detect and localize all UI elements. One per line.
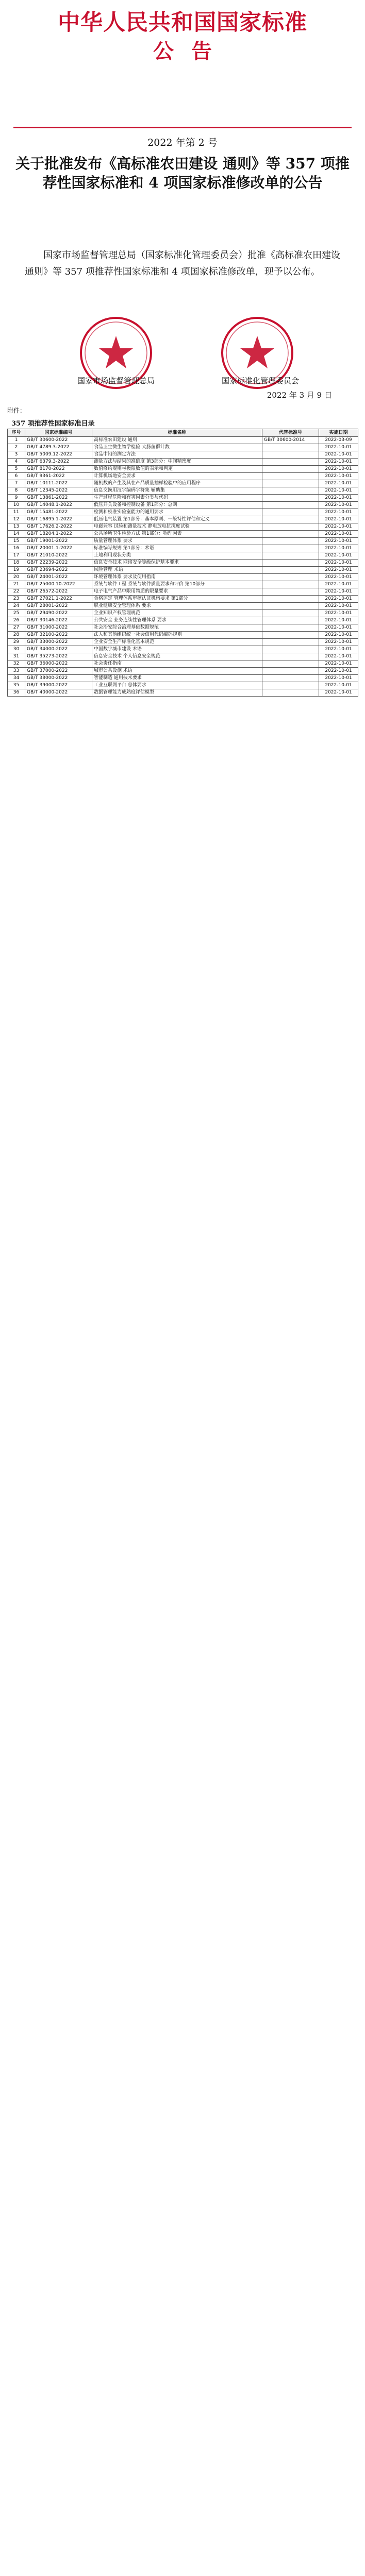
table-cell: 企业安全生产标准化基本规范 — [92, 639, 262, 646]
attachment-caption: 附件： — [7, 407, 26, 414]
table-row — [8, 531, 358, 538]
table-cell — [262, 610, 319, 617]
table-cell: 1 — [8, 437, 25, 444]
table-cell: 2022-10-01 — [319, 545, 358, 552]
table-cell: GB/T 31000-2022 — [25, 624, 92, 632]
table-cell: GB/T 28001-2022 — [25, 603, 92, 610]
table-cell — [262, 451, 319, 459]
table-cell: 2022-10-01 — [319, 502, 358, 509]
table-cell: 生产过程危险和有害因素分类与代码 — [92, 495, 262, 502]
table-cell — [262, 603, 319, 610]
table-cell — [262, 487, 319, 495]
table-cell: GB/T 29490-2022 — [25, 610, 92, 617]
table-cell: GB/T 35273-2022 — [25, 653, 92, 660]
column-header: 代替标准号 — [262, 429, 319, 437]
table-cell: 2022-10-01 — [319, 466, 358, 473]
table-cell: 土地利用现状分类 — [92, 552, 262, 560]
table-cell — [262, 617, 319, 624]
table-row — [8, 552, 358, 560]
issue-number: 2022 年第 2 号 — [147, 137, 218, 148]
table-cell: 2022-10-01 — [319, 639, 358, 646]
table-cell — [262, 473, 319, 480]
table-cell: 2022-10-01 — [319, 567, 358, 574]
table-cell: 2022-10-01 — [319, 495, 358, 502]
table-row — [8, 668, 358, 675]
table-cell: 2022-10-01 — [319, 646, 358, 653]
table-row — [8, 567, 358, 574]
table-cell — [262, 574, 319, 581]
table-cell — [262, 531, 319, 538]
table-cell: 2022-10-01 — [319, 588, 358, 596]
table-cell: 社会责任指南 — [92, 660, 262, 668]
table-cell: 11 — [8, 509, 25, 516]
column-header: 实施日期 — [319, 429, 358, 437]
table-cell: 企业知识产权管理规范 — [92, 610, 262, 617]
table-cell — [262, 516, 319, 523]
column-header: 国家标准编号 — [25, 429, 92, 437]
table-row — [8, 689, 358, 697]
table-cell: 21 — [8, 581, 25, 588]
table-cell: 5 — [8, 466, 25, 473]
table-cell: GB/T 5009.12-2022 — [25, 451, 92, 459]
table-cell: 2022-10-01 — [319, 610, 358, 617]
standards-table — [7, 429, 358, 697]
table-cell: 低压开关设备和控制设备 第1部分：总则 — [92, 502, 262, 509]
table-cell: 24 — [8, 603, 25, 610]
table-cell: 合格评定 管理体系审核认证机构要求 第1部分 — [92, 596, 262, 603]
table-cell: GB/T 40000-2022 — [25, 689, 92, 697]
table-cell — [262, 675, 319, 682]
table-row — [8, 495, 358, 502]
table-cell: 2022-10-01 — [319, 451, 358, 459]
table-cell: 18 — [8, 560, 25, 567]
table-cell: GB/T 27021.1-2022 — [25, 596, 92, 603]
table-cell: GB/T 24001-2022 — [25, 574, 92, 581]
table-cell: GB/T 19001-2022 — [25, 538, 92, 545]
table-cell: 检测和校准实验室能力的通用要求 — [92, 509, 262, 516]
table-row — [8, 603, 358, 610]
table-cell: 环境管理体系 要求及使用指南 — [92, 574, 262, 581]
table-cell: 34 — [8, 675, 25, 682]
table-cell: GB/T 17626.2-2022 — [25, 523, 92, 531]
table-row — [8, 502, 358, 509]
table-cell: 随机数的产生及其在产品质量抽样检验中的应用程序 — [92, 480, 262, 487]
table-row — [8, 675, 358, 682]
table-row — [8, 466, 358, 473]
table-cell: 2022-10-01 — [319, 480, 358, 487]
table-cell — [262, 538, 319, 545]
table-row — [8, 509, 358, 516]
table-cell: 28 — [8, 632, 25, 639]
table-cell — [262, 495, 319, 502]
table-cell: GB/T 30146-2022 — [25, 617, 92, 624]
notice-title: 关于批准发布《高标准农田建设 通则》等 357 项推荐性国家标准和 4 项国家标准修改单的公告 — [15, 155, 350, 191]
table-cell: GB/T 6379.3-2022 — [25, 459, 92, 466]
table-cell: 工业互联网平台 总体要求 — [92, 682, 262, 689]
table-cell: 2022-10-01 — [319, 617, 358, 624]
table-cell: 社会治安综合治理基础数据规范 — [92, 624, 262, 632]
table-cell — [262, 639, 319, 646]
table-cell: 食品中铅的测定方法 — [92, 451, 262, 459]
table-cell: 2 — [8, 444, 25, 451]
table-cell: 6 — [8, 473, 25, 480]
table-cell: 2022-10-01 — [319, 531, 358, 538]
table-row — [8, 639, 358, 646]
table-cell: 19 — [8, 567, 25, 574]
table-cell: 2022-10-01 — [319, 603, 358, 610]
table-row — [8, 459, 358, 466]
red-divider-line — [13, 127, 352, 128]
table-cell — [262, 689, 319, 697]
table-row — [8, 538, 358, 545]
table-cell: 测量方法与结果的准确度 第3部分：中间精密度 — [92, 459, 262, 466]
column-header: 标准名称 — [92, 429, 262, 437]
table-cell: GB/T 12345-2022 — [25, 487, 92, 495]
table-cell: GB/T 10111-2022 — [25, 480, 92, 487]
table-cell: 17 — [8, 552, 25, 560]
table-cell: 7 — [8, 480, 25, 487]
table-cell: GB/T 23694-2022 — [25, 567, 92, 574]
table-cell: 信息安全技术 个人信息安全规范 — [92, 653, 262, 660]
table-cell: 2022-10-01 — [319, 552, 358, 560]
table-cell: 数值修约规则与极限数值的表示和判定 — [92, 466, 262, 473]
table-cell: 系统与软件工程 系统与软件质量要求和评价 第10部分 — [92, 581, 262, 588]
table-cell: GB/T 36000-2022 — [25, 660, 92, 668]
body-paragraph: 国家市场监督管理总局（国家标准化管理委员会）批准《高标准农田建设 通则》等 357 项推荐性国家标准和 4 项国家标准修改单，现予以公布。 — [25, 250, 340, 277]
publish-date: 2022 年 3 月 9 日 — [267, 391, 332, 400]
table-cell: 20 — [8, 574, 25, 581]
table-cell: 12 — [8, 516, 25, 523]
table-row — [8, 596, 358, 603]
table-row — [8, 516, 358, 523]
table-cell: 2022-10-01 — [319, 473, 358, 480]
document-header — [0, 0, 365, 64]
left-org-name: 国家市场监督管理总局 — [77, 376, 155, 385]
table-cell — [262, 596, 319, 603]
table-cell — [262, 509, 319, 516]
table-cell: 2022-10-01 — [319, 538, 358, 545]
table-cell: 4 — [8, 459, 25, 466]
table-row — [8, 610, 358, 617]
table-cell: 2022-10-01 — [319, 459, 358, 466]
table-cell: 2022-10-01 — [319, 487, 358, 495]
table-cell: 8 — [8, 487, 25, 495]
table-row — [8, 480, 358, 487]
table-cell: 2022-10-01 — [319, 581, 358, 588]
table-row — [8, 581, 358, 588]
table-cell — [262, 560, 319, 567]
table-row — [8, 617, 358, 624]
table-cell: GB/T 18204.1-2022 — [25, 531, 92, 538]
table-cell: GB/T 32100-2022 — [25, 632, 92, 639]
table-cell: GB/T 34000-2022 — [25, 646, 92, 653]
table-cell: 3 — [8, 451, 25, 459]
table-cell: 标准编写规则 第1部分：术语 — [92, 545, 262, 552]
table-cell: GB/T 15481-2022 — [25, 509, 92, 516]
table-cell: 电子电气产品中限用物质的限量要求 — [92, 588, 262, 596]
table-row — [8, 487, 358, 495]
table-cell — [262, 480, 319, 487]
table-cell: 2022-10-01 — [319, 624, 358, 632]
table-cell: 2022-10-01 — [319, 516, 358, 523]
sub-title: 公告 — [153, 39, 229, 63]
table-cell: 14 — [8, 531, 25, 538]
table-cell: GB/T 9361-2022 — [25, 473, 92, 480]
table-cell: 食品卫生微生物学检验 大肠菌群计数 — [92, 444, 262, 451]
table-cell: GB/T 25000.10-2022 — [25, 581, 92, 588]
table-cell — [262, 624, 319, 632]
table-cell — [262, 466, 319, 473]
table-row — [8, 632, 358, 639]
table-cell: 26 — [8, 617, 25, 624]
table-cell: 2022-10-01 — [319, 509, 358, 516]
table-cell: 32 — [8, 660, 25, 668]
table-row — [8, 588, 358, 596]
table-cell: 2022-10-01 — [319, 668, 358, 675]
table-cell: 法人和其他组织统一社会信用代码编码规则 — [92, 632, 262, 639]
table-cell: 2022-10-01 — [319, 653, 358, 660]
table-cell: 33 — [8, 668, 25, 675]
table-cell: 30 — [8, 646, 25, 653]
table-cell: 信息交换用汉字编码字符集 辅助集 — [92, 487, 262, 495]
table-row — [8, 653, 358, 660]
seals-area — [0, 314, 365, 392]
table-cell — [262, 660, 319, 668]
table-row — [8, 444, 358, 451]
table-header-row — [8, 429, 358, 437]
table-cell: 城市公共设施 术语 — [92, 668, 262, 675]
table-cell: 智能制造 通用技术要求 — [92, 675, 262, 682]
main-title: 中华人民共和国国家标准 — [58, 11, 307, 35]
table-row — [8, 574, 358, 581]
notice-body — [25, 247, 340, 284]
table-cell: 2022-10-01 — [319, 444, 358, 451]
table-cell: 2022-10-01 — [319, 560, 358, 567]
table-cell: GB/T 39000-2022 — [25, 682, 92, 689]
table-cell — [262, 545, 319, 552]
table-cell: 数据管理能力成熟度评估模型 — [92, 689, 262, 697]
table-cell: 风险管理 术语 — [92, 567, 262, 574]
table-row — [8, 682, 358, 689]
column-header: 序号 — [8, 429, 25, 437]
table-cell — [262, 632, 319, 639]
table-cell: 15 — [8, 538, 25, 545]
table-cell: GB/T 21010-2022 — [25, 552, 92, 560]
table-cell: GB/T 26572-2022 — [25, 588, 92, 596]
table-cell: GB/T 16895.1-2022 — [25, 516, 92, 523]
table-cell: 2022-10-01 — [319, 596, 358, 603]
table-cell: 25 — [8, 610, 25, 617]
table-cell: GB/T 37000-2022 — [25, 668, 92, 675]
table-cell: 16 — [8, 545, 25, 552]
table-cell: GB/T 30600-2022 — [25, 437, 92, 444]
table-cell: 质量管理体系 要求 — [92, 538, 262, 545]
table-cell: 2022-10-01 — [319, 660, 358, 668]
table-cell — [262, 552, 319, 560]
table-cell: 31 — [8, 653, 25, 660]
table-cell: 9 — [8, 495, 25, 502]
table-cell: GB/T 20001.1-2022 — [25, 545, 92, 552]
table-cell — [262, 567, 319, 574]
table-cell: 信息安全技术 网络安全等级保护基本要求 — [92, 560, 262, 567]
table-cell — [262, 523, 319, 531]
table-row — [8, 437, 358, 444]
table-cell: 高标准农田建设 通则 — [92, 437, 262, 444]
table-cell: 2022-03-09 — [319, 437, 358, 444]
table-cell: GB/T 13861-2022 — [25, 495, 92, 502]
table-cell: GB/T 30600-2014 — [262, 437, 319, 444]
table-cell: 23 — [8, 596, 25, 603]
table-cell: GB/T 22239-2022 — [25, 560, 92, 567]
table-cell: GB/T 4789.3-2022 — [25, 444, 92, 451]
table-cell: 27 — [8, 624, 25, 632]
table-body — [8, 437, 358, 697]
table-cell: 10 — [8, 502, 25, 509]
table-cell — [262, 444, 319, 451]
table-row — [8, 545, 358, 552]
table-cell: 公共场所卫生检验方法 第1部分：物理因素 — [92, 531, 262, 538]
table-cell: 低压电气装置 第1部分：基本原则、一般特性评估和定义 — [92, 516, 262, 523]
table-cell: 22 — [8, 588, 25, 596]
table-cell: 职业健康安全管理体系 要求 — [92, 603, 262, 610]
table-row — [8, 523, 358, 531]
table-cell: 2022-10-01 — [319, 682, 358, 689]
table-cell — [262, 588, 319, 596]
table-cell: GB/T 33000-2022 — [25, 639, 92, 646]
table-cell — [262, 668, 319, 675]
table-cell: 29 — [8, 639, 25, 646]
table-cell — [262, 581, 319, 588]
table-cell: 2022-10-01 — [319, 523, 358, 531]
table-cell — [262, 502, 319, 509]
table-cell: 2022-10-01 — [319, 689, 358, 697]
table-cell: 公共安全 业务连续性管理体系 要求 — [92, 617, 262, 624]
table-row — [8, 560, 358, 567]
table-row — [8, 473, 358, 480]
table-row — [8, 624, 358, 632]
table-cell: 36 — [8, 689, 25, 697]
table-cell: 2022-10-01 — [319, 632, 358, 639]
right-org-name: 国家标准化管理委员会 — [222, 376, 300, 385]
table-cell: 电磁兼容 试验和测量技术 静电放电抗扰度试验 — [92, 523, 262, 531]
table-cell — [262, 646, 319, 653]
table-cell: 35 — [8, 682, 25, 689]
table-cell: GB/T 8170-2022 — [25, 466, 92, 473]
table-cell: 2022-10-01 — [319, 675, 358, 682]
table-cell — [262, 682, 319, 689]
table-cell: 13 — [8, 523, 25, 531]
table-row — [8, 660, 358, 668]
table-row — [8, 451, 358, 459]
table-title: 357 项推荐性国家标准目录 — [11, 420, 95, 428]
table-cell: GB/T 38000-2022 — [25, 675, 92, 682]
table-row — [8, 646, 358, 653]
table-cell: 中国数字城市建设 术语 — [92, 646, 262, 653]
standards-table-area — [7, 404, 358, 697]
table-cell: 2022-10-01 — [319, 574, 358, 581]
table-cell: GB/T 14048.1-2022 — [25, 502, 92, 509]
table-cell: 计算机场地安全要求 — [92, 473, 262, 480]
table-cell — [262, 459, 319, 466]
table-cell — [262, 653, 319, 660]
